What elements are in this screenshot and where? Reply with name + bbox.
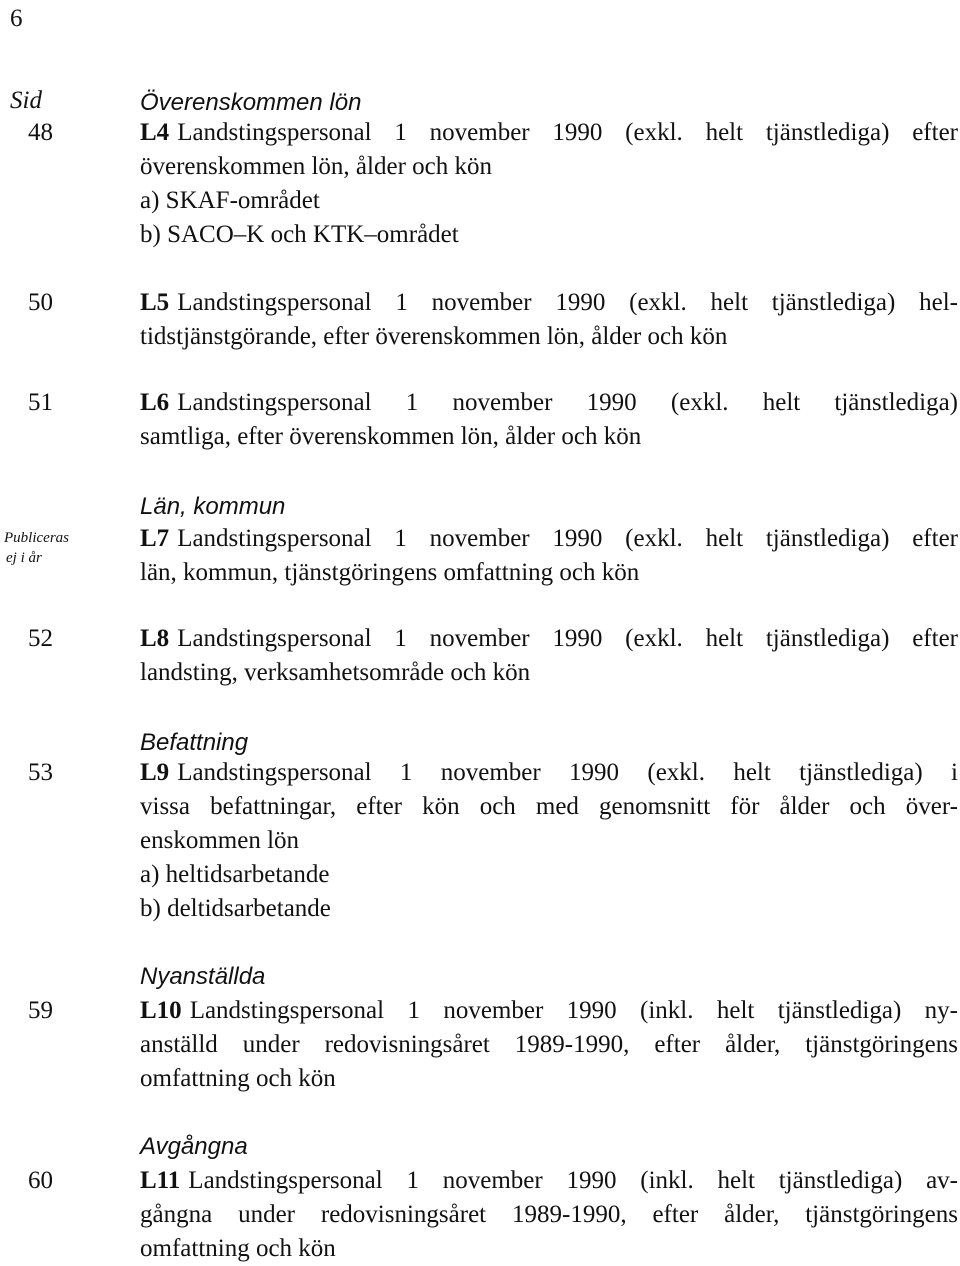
- entry-line-3: a) SKAF-området: [140, 187, 320, 214]
- entry-line-2: tidstjänstgörande, efter överenskommen lön, ålder och kön: [140, 323, 728, 350]
- entry-line-3: omfattning och kön: [140, 1235, 336, 1262]
- entry-text: [140, 622, 958, 690]
- section-heading-overenskommen-lon: Överenskommen lön: [140, 89, 362, 116]
- section-heading-avgangna: Avgångna: [140, 1133, 248, 1160]
- page-ref: 51: [28, 389, 53, 416]
- page-ref: 60: [28, 1167, 53, 1194]
- entry-text: [140, 286, 958, 354]
- entry-text: [140, 1164, 958, 1266]
- section-heading-befattning: Befattning: [140, 729, 249, 756]
- page-ref: 53: [28, 759, 53, 786]
- entry-line-1: L6 Landstingspersonal 1 november 1990 (exkl. helt tjänstlediga): [140, 389, 958, 416]
- entry-text: [140, 994, 958, 1096]
- entry-line-3: enskommen lön: [140, 827, 300, 854]
- entry-text: [140, 116, 958, 252]
- entry-text: [140, 522, 958, 590]
- entry-line-1: L10 Landstingspersonal 1 november 1990 (inkl. helt tjänstlediga) ny-: [140, 997, 958, 1024]
- entry-line-2: gångna under redovisningsåret 1989-1990, efter ålder, tjänstgöringens: [140, 1201, 958, 1228]
- entry-line-2: landsting, verksamhetsområde och kön: [140, 659, 531, 686]
- entry-line-1: L9 Landstingspersonal 1 november 1990 (exkl. helt tjänstlediga) i: [140, 759, 958, 786]
- entry-line-4: a) heltidsarbetande: [140, 861, 330, 888]
- table-code: L7: [140, 525, 170, 552]
- entry-line-1: L5 Landstingspersonal 1 november 1990 (exkl. helt tjänstlediga) hel-: [140, 289, 958, 316]
- page-ref: 52: [28, 625, 53, 652]
- entry-text: [140, 756, 958, 926]
- section-heading-nyanstallda: Nyanställda: [140, 963, 266, 990]
- entry-line-2: län, kommun, tjänstgöringens omfattning och kön: [140, 559, 640, 586]
- entry-line-1: L8 Landstingspersonal 1 november 1990 (exkl. helt tjänstlediga) efter: [140, 625, 958, 652]
- entry-line-2: samtliga, efter överenskommen lön, ålder och kön: [140, 423, 642, 450]
- table-code: L10: [140, 997, 182, 1024]
- entry-line-1: L7 Landstingspersonal 1 november 1990 (exkl. helt tjänstlediga) efter: [140, 525, 958, 552]
- table-code: L4: [140, 119, 170, 146]
- table-code: L5: [140, 289, 170, 316]
- page-ref: 48: [28, 119, 53, 146]
- page-ref: 50: [28, 289, 53, 316]
- entry-line-2: anställd under redovisningsåret 1989-1990, efter ålder, tjänstgöringens: [140, 1031, 958, 1058]
- entry-line-1: L11 Landstingspersonal 1 november 1990 (inkl. helt tjänstlediga) av-: [140, 1167, 958, 1194]
- entry-line-2: vissa befattningar, efter kön och med genomsnitt för ålder och över-: [140, 793, 958, 820]
- table-code: L6: [140, 389, 170, 416]
- section-heading-lan-kommun: Län, kommun: [140, 493, 286, 520]
- entry-line-3: omfattning och kön: [140, 1065, 336, 1092]
- entry-line-1: L4 Landstingspersonal 1 november 1990 (exkl. helt tjänstlediga) efter: [140, 119, 958, 146]
- table-code: L9: [140, 759, 170, 786]
- side-note-publiceras: Publiceras ej i år: [4, 530, 69, 566]
- entry-line-2: överenskommen lön, ålder och kön: [140, 153, 492, 180]
- sid-column-label: Sid: [10, 87, 42, 114]
- entry-line-5: b) deltidsarbetande: [140, 895, 331, 922]
- entry-line-4: b) SACO–K och KTK–området: [140, 221, 459, 248]
- entry-text: [140, 386, 958, 454]
- page-ref: 59: [28, 997, 53, 1024]
- page-number: 6: [10, 5, 23, 32]
- table-code: L11: [140, 1167, 181, 1194]
- table-code: L8: [140, 625, 170, 652]
